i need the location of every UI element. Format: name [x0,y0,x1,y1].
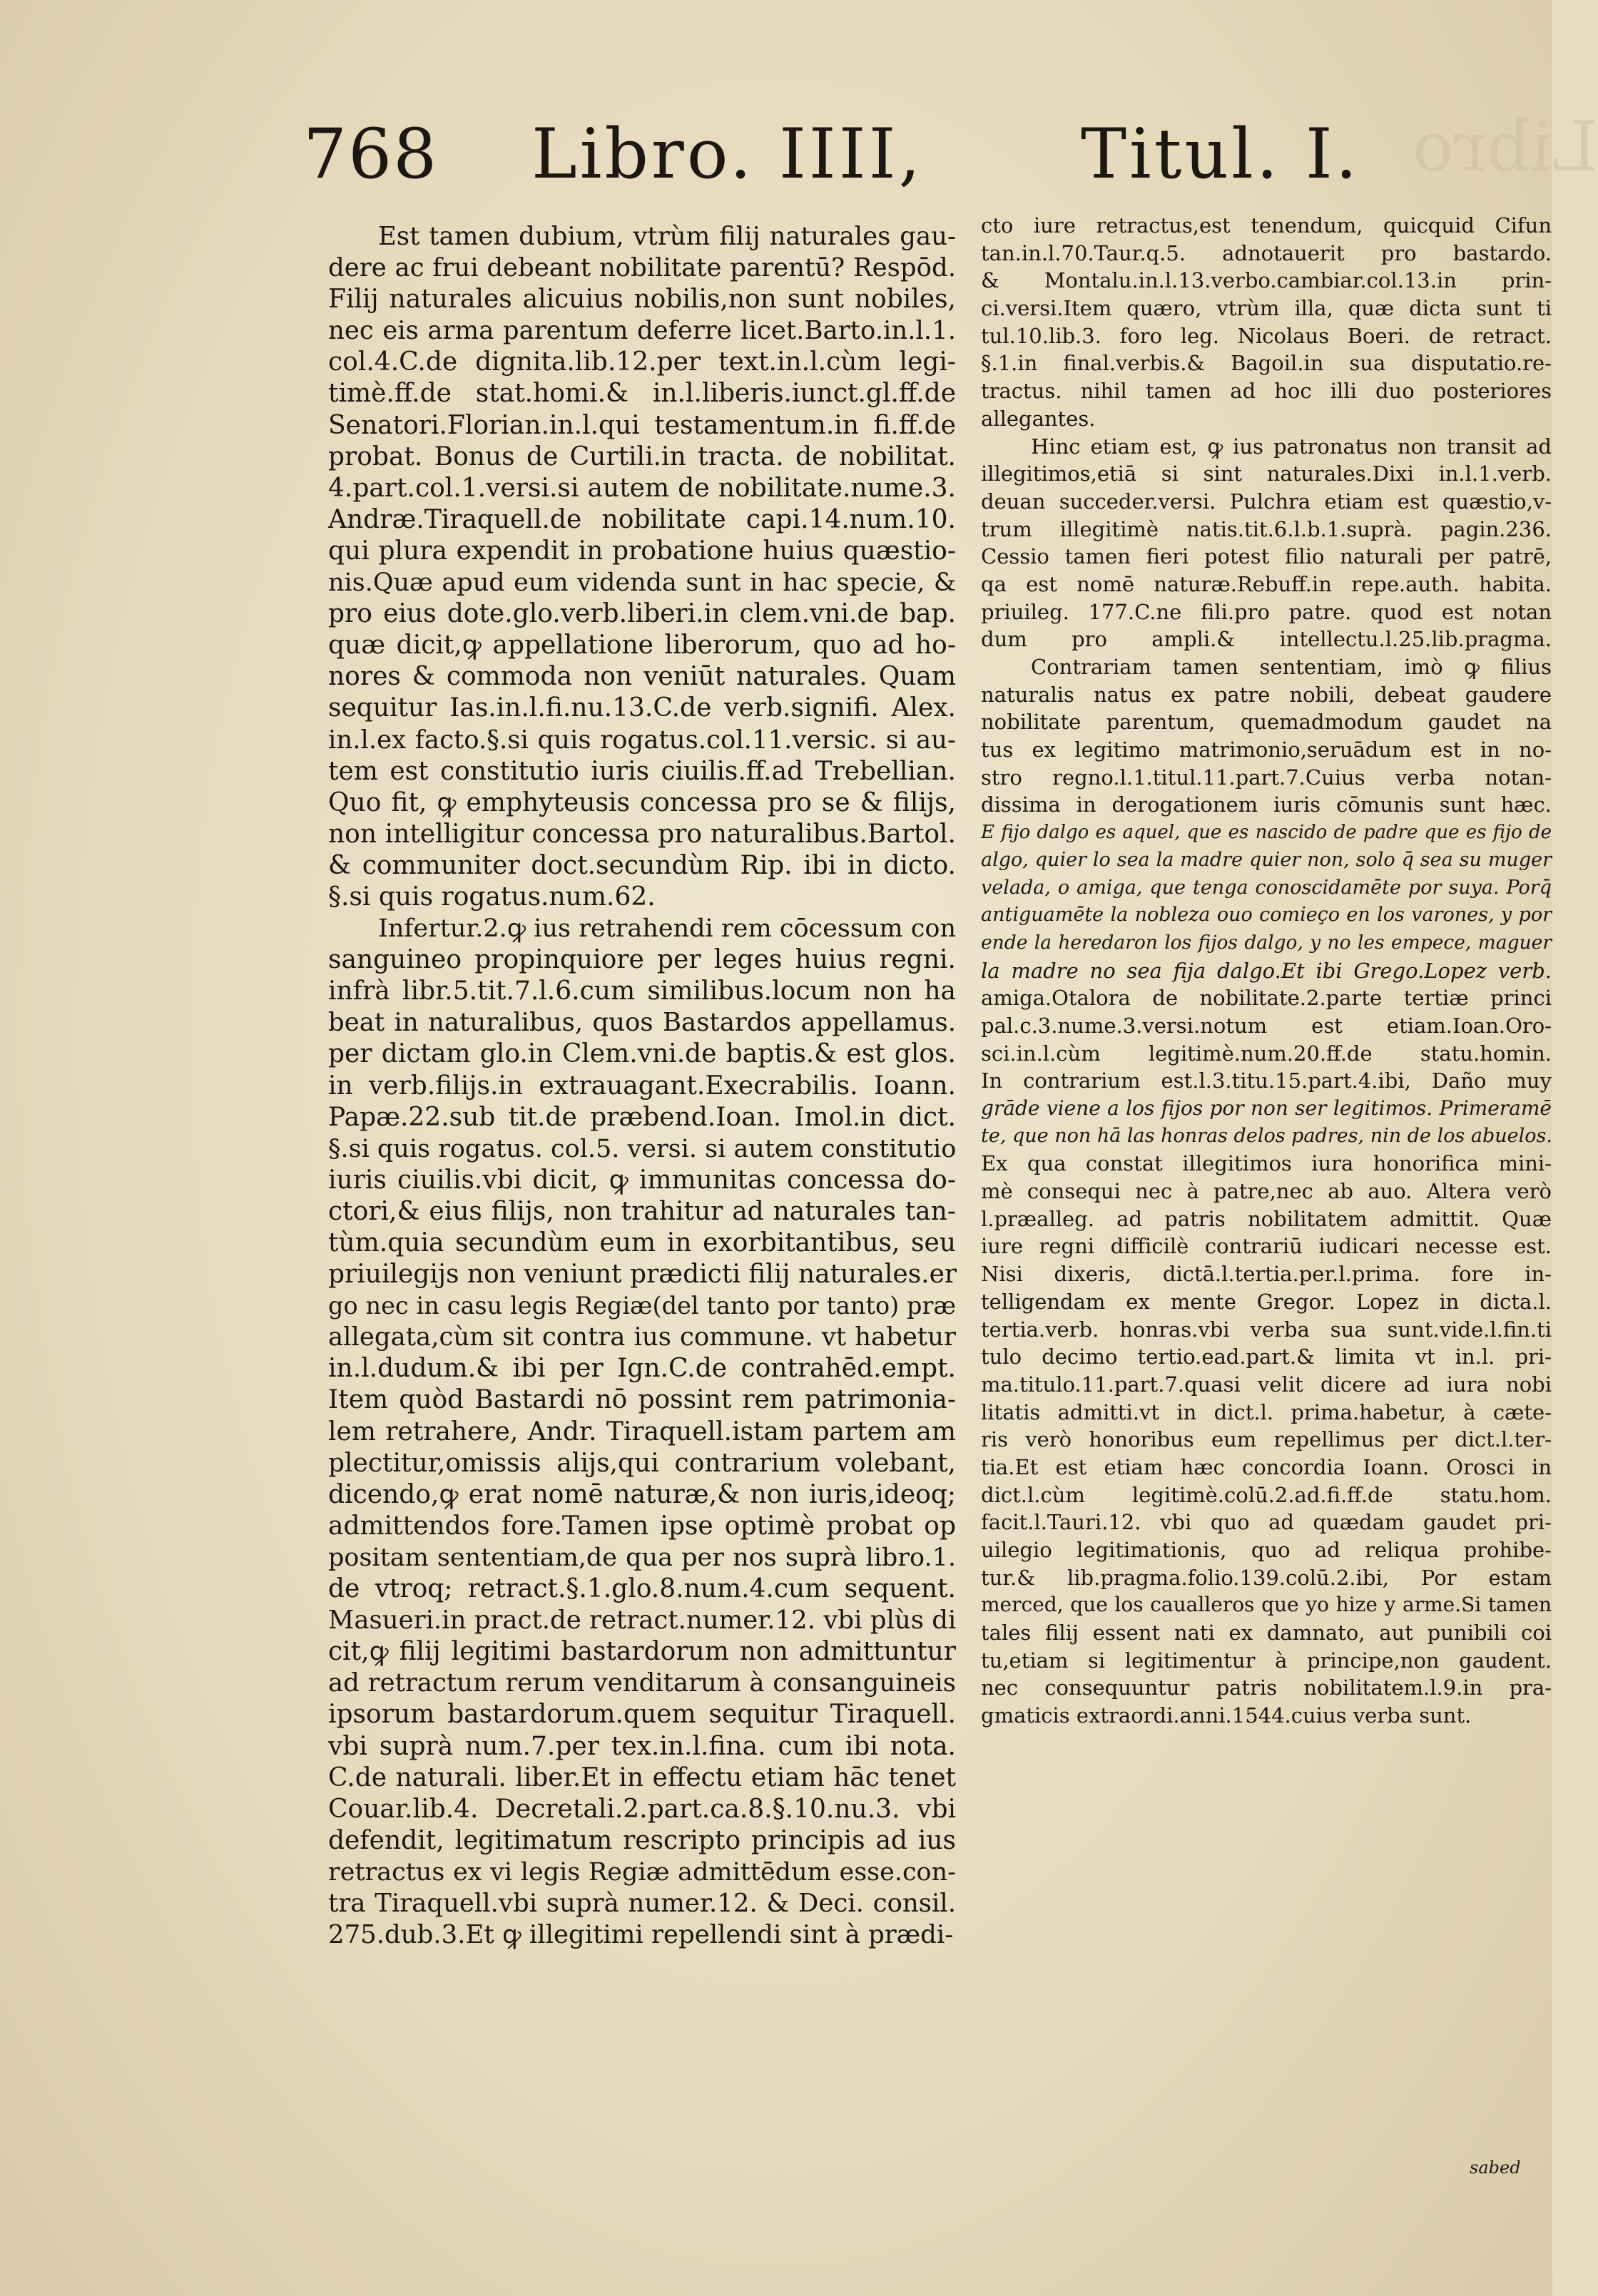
text-line: plectitur,omissis alijs,qui contrarium volebant, [328,1448,956,1478]
text-line: qa est nomē naturæ.Rebuff.in repe.auth. habita. [981,571,1552,596]
text-line: Senatori.Florian.in.l.qui testamentum.in fi.ff.de [328,410,956,440]
text-line: nores & commoda non veniūt naturales. Quam [328,662,956,692]
text-line: tertia.verb. honras.vbi verba sua sunt.vide.l.fin.ti [981,1317,1552,1342]
text-line: telligendam ex mente Gregor. Lopez in dicta.l. [981,1289,1552,1314]
text-line: tu,etiam si legitimentur à principe,non gaudent. [981,1648,1552,1673]
text-line: tùm.quia secundùm eum in exorbitantibus, seu [328,1228,956,1257]
text-line: non intelligitur concessa pro naturalibus.Bartol. [328,819,956,849]
text-line: C.de naturali. liber.Et in effectu etiam hāc tenet [328,1762,956,1792]
text-line: litatis admitti.vt in dict.l. prima.habetur, à cæte- [981,1399,1552,1424]
text-line: 275.dub.3.Et ꝙ illegitimi repellendi sint à prædi- [328,1920,954,1950]
text-line: beat in naturalibus, quos Bastardos appellamus. [328,1008,956,1038]
text-line: & Montalu.in.l.13.verbo.cambiar.col.13.in prin- [981,268,1552,293]
text-line: priuileg. 177.C.ne fili.pro patre. quod est notan [981,599,1552,624]
text-line: Masueri.in pract.de retract.numer.12. vbi plùs di [328,1606,957,1636]
text-line: trum illegitimè natis.tit.6.l.b.1.suprà. pagin.236. [981,516,1552,541]
text-line: tractus. nihil tamen ad hoc illi duo posteriores [981,379,1552,404]
text-line: dissima in derogationem iuris cōmunis sunt hæc. [981,792,1552,817]
text-line: defendit, legitimatum rescripto principis ad ius [328,1825,956,1855]
text-line: gmaticis extraordi.anni.1544.cuius verba sunt. [981,1703,1472,1728]
text-line: sequitur Ias.in.l.fi.nu.13.C.de verb.signifi. Alex. [328,693,956,723]
left-text-column [328,221,956,1951]
text-line: tia.Et est etiam hæc concordia Ioann. Orosci in [981,1454,1552,1479]
text-line: tem est constitutio iuris ciuilis.ff.ad Trebellian. [328,756,956,786]
text-line: Cessio tamen fieri potest filio naturali per patrē, [981,544,1552,569]
text-line: pal.c.3.nume.3.versi.notum est etiam.Ioan.Oro- [981,1013,1552,1038]
text-line: grāde viene a los fijos por non ser legitimos. Primeramē [981,1096,1552,1120]
text-line: tan.in.l.70.Taur.q.5. adnotauerit pro bastardo. [981,240,1552,265]
text-line: allegata,cùm sit contra ius commune. vt habetur [328,1322,956,1352]
text-line: admittendos fore.Tamen ipse optimè probat op [328,1511,956,1541]
text-line: In contrarium est.l.3.titu.15.part.4.ibi, Daño muy [981,1068,1552,1093]
text-line: la madre no sea fija dalgo.Et ibi Grego.Lopez verb. [981,958,1552,983]
page-number: 768 [303,114,439,194]
text-line: Nisi dixeris, dictā.l.tertia.per.l.prima. fore in- [981,1262,1552,1287]
text-line: §.si quis rogatus.num.62. [328,882,656,912]
text-line: dicendo,ꝙ erat nomē naturæ,& non iuris,ideoq; [328,1479,956,1509]
text-line: antiguamēte la nobleza ouo comieço en los varones, y por [981,904,1552,927]
text-line: stro regno.l.1.titul.11.part.7.Cuius verba notan- [981,765,1552,790]
text-line: infrà libr.5.tit.7.l.6.cum similibus.locum non ha [328,976,956,1006]
text-line: Couar.lib.4. Decretali.2.part.ca.8.§.10.nu.3. vbi [328,1794,956,1824]
text-line: lem retrahere, Andr. Tiraquell.istam partem am [328,1417,956,1447]
text-line: in.l.dudum.& ibi per Ign.C.de contrahēd.empt. [328,1354,956,1384]
text-line: Ex qua constat illegitimos iura honorifica mini- [981,1151,1552,1176]
text-line: ipsorum bastardorum.quem sequitur Tiraquell. [328,1700,956,1730]
text-line: Papæ.22.sub tit.de præbend.Ioan. Imol.in dict. [328,1102,956,1132]
text-line: iuris ciuilis.vbi dicit, ꝙ immunitas concessa do- [328,1165,956,1195]
text-line: qui plura expendit in probatione huius quæstio- [328,536,956,566]
text-line: timè.ff.de stat.homi.& in.l.liberis.iunct.gl.ff.de [328,379,956,409]
text-line: Hinc etiam est, ꝙ ius patronatus non transit ad [1031,434,1552,459]
text-line: tulo decimo tertio.ead.part.& limita vt in.l. pri- [981,1345,1552,1369]
text-line: ci.versi.Item quæro, vtrùm illa, quæ dicta sunt ti [981,296,1552,321]
text-line: vbi suprà num.7.per tex.in.l.fina. cum ibi nota. [328,1731,956,1761]
text-line: E fijo dalgo es aquel, que es nascido de padre que es fijo de [981,822,1552,844]
text-line: Filij naturales alicuius nobilis,non sunt nobiles, [328,285,956,315]
text-line: dict.l.cùm legitimè.colū.2.ad.fi.ff.de statu.hom. [981,1482,1552,1507]
text-line: in verb.filijs.in extrauagant.Execrabilis. Ioann. [328,1071,956,1101]
text-line: col.4.C.de dignita.lib.12.per text.in.l.cùm legi- [328,347,956,377]
running-header [0,114,1552,214]
text-line: sci.in.l.cùm legitimè.num.20.ff.de statu.homin. [981,1041,1552,1066]
text-line: dum pro ampli.& intellectu.l.25.lib.pragma. [981,627,1552,652]
text-line: te, que non hā las honras delos padres, nin de los abuelos. [981,1124,1552,1147]
text-line: nis.Quæ apud eum videnda sunt in hac specie, & [328,568,956,598]
text-line: §.si quis rogatus. col.5. versi. si autem constitutio [328,1134,957,1163]
text-line: amiga.Otalora de nobilitate.2.parte tertiæ princi [981,986,1552,1011]
text-line: Contrariam tamen sententiam, imò ꝙ filius [1031,655,1552,679]
text-line: ctori,& eius filijs, non trahitur ad naturales tan- [328,1196,956,1226]
text-line: cto iure retractus,est tenendum, quicquid Cifun [981,213,1552,238]
text-line: Quo fit, ꝙ emphyteusis concessa pro se & filijs, [328,787,956,817]
text-line: Infertur.2.ꝙ ius retrahendi rem cōcessum con [378,914,956,944]
text-line: cit,ꝙ filij legitimi bastardorum non admittuntur [328,1637,956,1667]
catchword: sabed [1470,2158,1521,2178]
text-line: nobilitate parentum, quemadmodum gaudet na [981,710,1552,735]
text-line: allegantes. [981,406,1096,431]
text-line: iure regni difficilè contrariū iudicari necesse est. [981,1234,1552,1259]
text-line: priuilegijs non veniunt prædicti filij naturales.er [328,1260,957,1290]
text-line: ad retractum rerum venditarum à consanguineis [328,1668,956,1698]
text-line: tul.10.lib.3. foro leg. Nicolaus Boeri. de retract. [981,323,1552,348]
text-line: tra Tiraquell.vbi suprà numer.12. & Deci. consil. [328,1888,956,1918]
text-line: Item quòd Bastardi nō possint rem patrimonia- [328,1385,956,1415]
book-title: Libro. IIII, [531,114,924,194]
text-line: per dictam glo.in Clem.vni.de baptis.& est glos. [328,1039,956,1069]
text-line: ma.titulo.11.part.7.quasi velit dicere ad iura nobi [981,1372,1552,1397]
text-line: pro eius dote.glo.verb.liberi.in clem.vni.de bap. [328,599,956,629]
text-line: uilegio legitimationis, quo ad reliqua prohibe- [981,1538,1552,1562]
text-line: merced, que los caualleros que yo hize y arme.Si tamen [981,1593,1552,1617]
text-line: tur.& lib.pragma.folio.139.colū.2.ibi, Por estam [981,1565,1552,1590]
text-line: ris verò honoribus eum repellimus per dict.l.ter- [981,1427,1552,1452]
text-line: retractus ex vi legis Regiæ admittēdum esse.con- [328,1857,956,1887]
text-line: naturalis natus ex patre nobili, debeat gaudere [981,682,1552,707]
text-line: nec eis arma parentum deferre licet.Barto.in.l.1. [328,316,956,346]
text-line: Est tamen dubium, vtrùm filij naturales gau- [378,222,956,251]
text-line: facit.l.Tauri.12. vbi quo ad quædam gaudet pri- [981,1510,1552,1535]
text-line: probat. Bonus de Curtili.in tracta. de nobilitat. [328,442,956,471]
text-line: mè consequi nec à patre,nec ab auo. Altera verò [981,1179,1552,1204]
text-line: velada, o amiga, que tenga conoscidamēte por suya. Porq̄ [981,876,1552,899]
text-line: illegitimos,etiā si sint naturales.Dixi in.l.1.verb. [981,461,1552,486]
bleed-through-text: Libro [1413,107,1598,187]
text-line: deuan succeder.versi. Pulchra etiam est quæstio,v- [981,489,1552,514]
text-line: in.l.ex facto.§.si quis rogatus.col.11.versic. si au- [328,725,956,755]
text-line: dere ac frui debeant nobilitate parentū? Respōd. [328,253,956,283]
text-line: quæ dicit,ꝙ appellatione liberorum, quo ad ho- [328,631,956,660]
text-line: tus ex legitimo matrimonio,seruādum est in no- [981,738,1552,762]
text-line: tales filij essent nati ex damnato, aut punibili coi [981,1621,1552,1646]
title-heading: Titul. I. [1081,114,1360,194]
text-line: positam sententiam,de qua per nos suprà libro.1. [328,1543,956,1572]
text-line: l.præalleg. ad patris nobilitatem admittit. Quæ [981,1206,1552,1231]
text-line: & communiter doct.secundùm Rip. ibi in dicto. [328,850,956,880]
text-line: de vtroq; retract.§.1.glo.8.num.4.cum sequent. [328,1574,956,1604]
text-line: sanguineo propinquiore per leges huius regni. [328,945,956,975]
text-line: nec consequuntur patris nobilitatem.l.9.in pra- [981,1675,1552,1700]
text-line: Andræ.Tiraquell.de nobilitate capi.14.num.10. [328,504,956,534]
text-line: §.1.in final.verbis.& Bagoil.in sua disputatio.re- [981,351,1552,376]
text-line: algo, quier lo sea la madre quier non, solo q̄ sea su muger [981,848,1552,871]
text-line: go nec in casu legis Regiæ(del tanto por tanto) præ [328,1292,956,1320]
text-line: 4.part.col.1.versi.si autem de nobilitate.nume.3. [328,473,956,503]
text-line: ende la heredaron los fijos dalgo, y no les empece, maguer [981,931,1552,954]
right-text-column [981,212,1552,1730]
